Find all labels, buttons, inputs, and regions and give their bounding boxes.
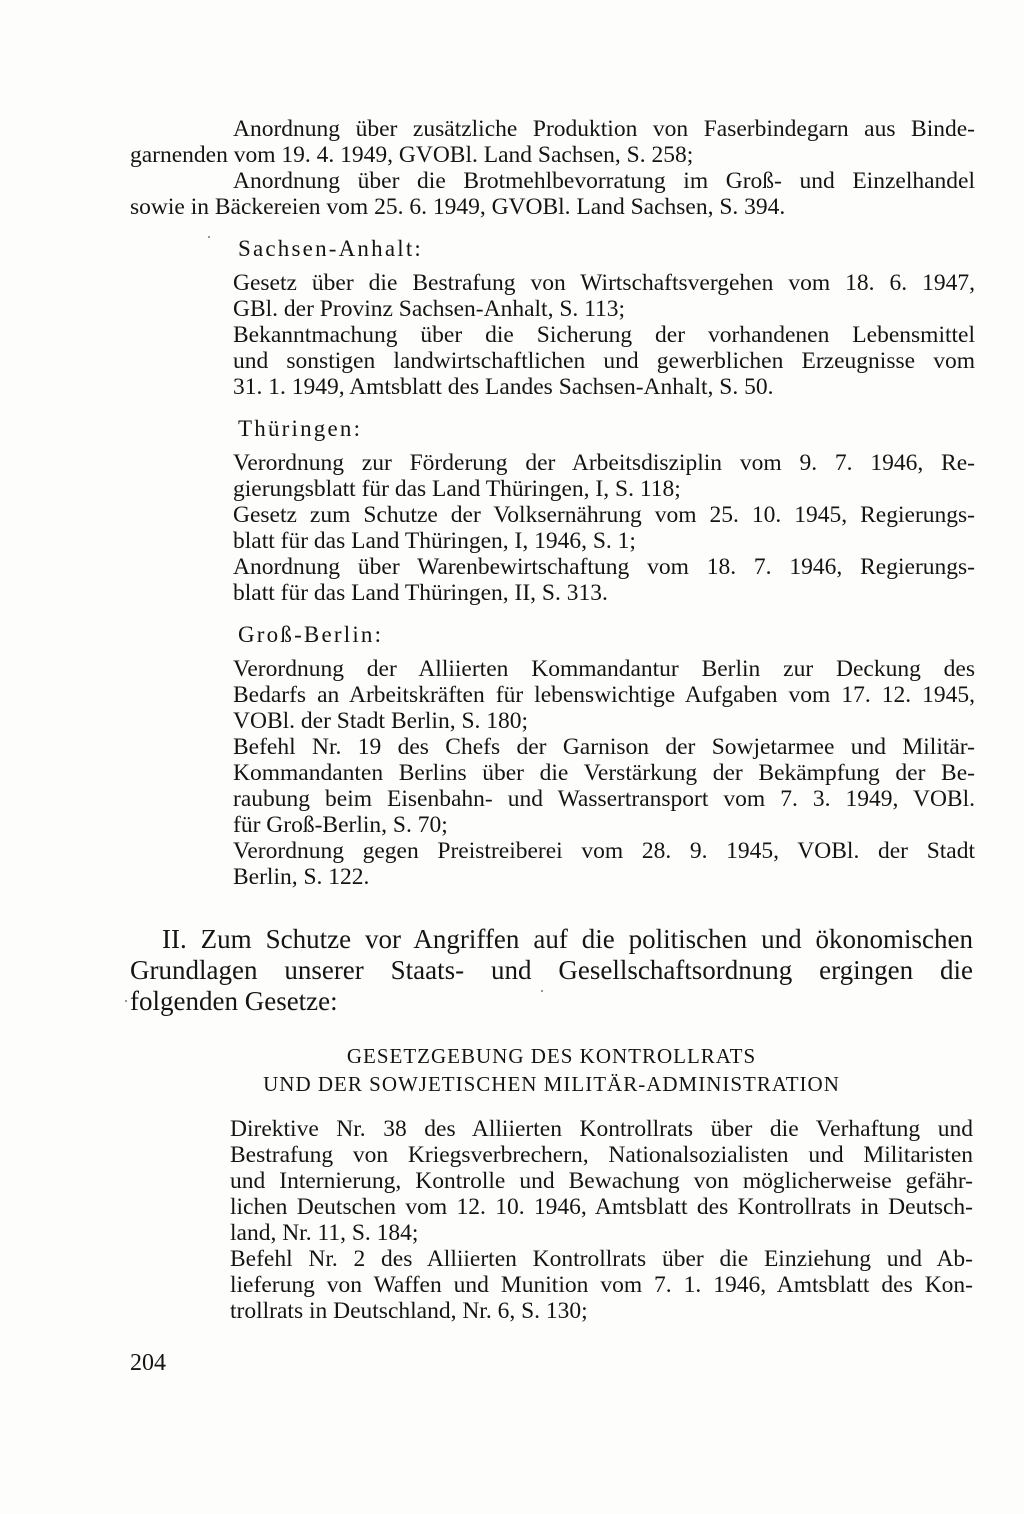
law-entry-continuation bbox=[233, 528, 975, 554]
entry-line: Bestrafung von Kriegsverbrechern, Nationalsozialisten und Militaristen bbox=[230, 1142, 973, 1168]
entry-line: Berlin, S. 122. bbox=[233, 864, 370, 890]
entry-line: Anordnung über zusätzliche Produktion von Faserbindegarn aus Binde- bbox=[233, 116, 975, 142]
law-entry-continuation bbox=[230, 1272, 973, 1298]
law-entry-continuation bbox=[230, 1220, 973, 1246]
entry-line: Verordnung der Alliierten Kommandantur Berlin zur Deckung des bbox=[233, 656, 975, 682]
entry-line: trollrats in Deutschland, Nr. 6, S. 130; bbox=[230, 1298, 588, 1324]
entry-line: gierungsblatt für das Land Thüringen, I, S. 118; bbox=[233, 476, 681, 502]
entry-line: und Internierung, Kontrolle und Bewachung von möglicherweise gefähr- bbox=[230, 1168, 973, 1194]
law-entry bbox=[233, 322, 975, 348]
law-entry-continuation bbox=[233, 348, 975, 374]
entry-line: GBl. der Provinz Sachsen-Anhalt, S. 113; bbox=[233, 296, 626, 322]
law-entry-continuation bbox=[233, 786, 975, 812]
paragraph-line: folgenden Gesetze: bbox=[130, 986, 338, 1016]
section-title-line-2: UND DER SOWJETISCHEN MILITÄR-ADMINISTRATION bbox=[263, 1072, 840, 1096]
entry-line: für Groß-Berlin, S. 70; bbox=[233, 812, 448, 838]
entry-line: lichen Deutschen vom 12. 10. 1946, Amtsblatt des Kontrollrats in Deutsch- bbox=[230, 1194, 973, 1220]
entry-line: und sonstigen landwirtschaftlichen und gewerblichen Erzeugnisse vom bbox=[233, 348, 975, 374]
state-heading-thueringen: Thüringen: bbox=[238, 416, 363, 441]
law-entry bbox=[230, 1246, 973, 1272]
entry-line: blatt für das Land Thüringen, II, S. 313. bbox=[233, 580, 608, 606]
entry-line: Verordnung zur Förderung der Arbeitsdisziplin vom 9. 7. 1946, Re- bbox=[233, 450, 975, 476]
entry-line: sowie in Bäckereien vom 25. 6. 1949, GVOBl. Land Sachsen, S. 394. bbox=[130, 194, 786, 220]
entry-line: 31. 1. 1949, Amtsblatt des Landes Sachsen-Anhalt, S. 50. bbox=[233, 374, 774, 400]
entry-line: Befehl Nr. 2 des Alliierten Kontrollrats über die Einziehung und Ab- bbox=[230, 1246, 973, 1272]
law-entry-continuation bbox=[233, 760, 975, 786]
law-entry-continuation bbox=[233, 864, 975, 890]
law-entry-continuation bbox=[230, 1142, 973, 1168]
entry-line: Verordnung gegen Preistreiberei vom 28. 9. 1945, VOBl. der Stadt bbox=[233, 838, 975, 864]
entry-line: Gesetz zum Schutze der Volksernährung vom 25. 10. 1945, Regierungs- bbox=[233, 502, 975, 528]
entry-line: raubung beim Eisenbahn- und Wassertransport vom 7. 3. 1949, VOBl. bbox=[233, 786, 975, 812]
entry-line: Bekanntmachung über die Sicherung der vorhandenen Lebensmittel bbox=[233, 322, 975, 348]
entry-line: Gesetz über die Bestrafung von Wirtschaftsvergehen vom 18. 6. 1947, bbox=[233, 270, 975, 296]
law-entry-continuation bbox=[233, 708, 975, 734]
state-heading-gross-berlin: Groß-Berlin: bbox=[238, 622, 384, 647]
law-entry bbox=[233, 554, 975, 580]
paragraph-line: II. Zum Schutze vor Angriffen auf die politischen und ökonomischen bbox=[162, 924, 973, 954]
entry-line: garnenden vom 19. 4. 1949, GVOBl. Land Sachsen, S. 258; bbox=[130, 142, 694, 168]
entry-line: lieferung von Waffen und Munition vom 7. 1. 1946, Amtsblatt des Kon- bbox=[230, 1272, 973, 1298]
law-entry-continuation bbox=[233, 476, 975, 502]
entry-line: Bedarfs an Arbeitskräften für lebenswichtige Aufgaben vom 17. 12. 1945, bbox=[233, 682, 975, 708]
entry-line: VOBl. der Stadt Berlin, S. 180; bbox=[233, 708, 529, 734]
page-number: 204 bbox=[130, 1350, 166, 1376]
entry-line: blatt für das Land Thüringen, I, 1946, S. 1; bbox=[233, 528, 636, 554]
entry-line: Anordnung über die Brotmehlbevorratung im Groß- und Einzelhandel bbox=[233, 168, 975, 194]
entry-line: Befehl Nr. 19 des Chefs der Garnison der Sowjetarmee und Militär- bbox=[233, 734, 975, 760]
law-entry bbox=[233, 168, 975, 194]
law-entry bbox=[233, 656, 975, 682]
law-entry bbox=[233, 116, 975, 142]
law-entry bbox=[230, 1116, 973, 1142]
scan-speck bbox=[125, 1000, 127, 1002]
paragraph-line: Grundlagen unserer Staats- und Gesellschaftsordnung ergingen die bbox=[130, 955, 973, 985]
law-entry-continuation bbox=[130, 142, 975, 168]
law-entry bbox=[233, 270, 975, 296]
law-entry-continuation bbox=[233, 296, 975, 322]
scan-speck bbox=[208, 236, 210, 238]
law-entry bbox=[233, 734, 975, 760]
law-entry bbox=[233, 450, 975, 476]
entry-line: Kommandanten Berlins über die Verstärkung der Bekämpfung der Be- bbox=[233, 760, 975, 786]
state-heading-sachsen-anhalt: Sachsen-Anhalt: bbox=[238, 236, 424, 261]
entry-line: Direktive Nr. 38 des Alliierten Kontrollrats über die Verhaftung und bbox=[230, 1116, 973, 1142]
law-entry-continuation bbox=[230, 1168, 973, 1194]
law-entry-continuation bbox=[233, 580, 975, 606]
law-entry-continuation bbox=[233, 682, 975, 708]
law-entry-continuation bbox=[233, 812, 975, 838]
law-entry-continuation bbox=[230, 1194, 973, 1220]
law-entry-continuation bbox=[230, 1298, 973, 1324]
law-entry bbox=[233, 838, 975, 864]
section-ii-paragraph bbox=[130, 924, 973, 1017]
section-title-line-1: GESETZGEBUNG DES KONTROLLRATS bbox=[346, 1044, 757, 1068]
scan-speck bbox=[541, 990, 543, 992]
law-entry bbox=[233, 502, 975, 528]
law-entry-continuation bbox=[130, 194, 925, 220]
entry-line: land, Nr. 11, S. 184; bbox=[230, 1220, 419, 1246]
law-entry-continuation bbox=[233, 374, 975, 400]
entry-line: Anordnung über Warenbewirtschaftung vom 18. 7. 1946, Regierungs- bbox=[233, 554, 975, 580]
